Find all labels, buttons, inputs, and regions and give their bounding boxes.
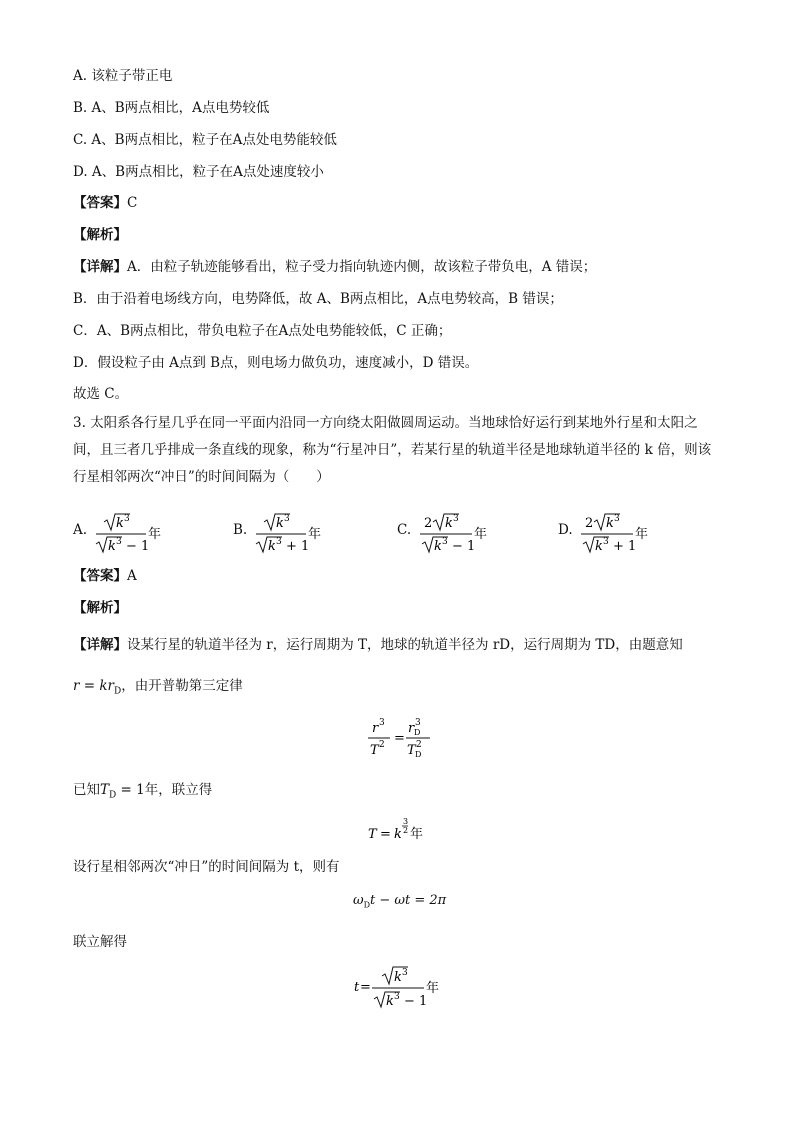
- option-a-formula: [92, 510, 168, 556]
- svg-text:=: =: [360, 980, 371, 995]
- answer-row: [73, 194, 137, 212]
- detail-row-a: [73, 258, 596, 276]
- option-c: C. A、B两点相比，粒子在A点处电势能较低: [73, 132, 337, 148]
- equation-r-kr: $r = kr_D$: [73, 678, 122, 697]
- svg-text:k: k: [108, 539, 116, 554]
- svg-text:+ 1: + 1: [286, 539, 310, 554]
- svg-text:+ 1: + 1: [613, 539, 637, 554]
- svg-text:2: 2: [416, 740, 422, 750]
- svg-text:2: 2: [379, 740, 385, 750]
- svg-text:=: =: [380, 827, 391, 842]
- option-d-formula: [577, 510, 659, 556]
- question-number: 3.: [73, 415, 86, 431]
- svg-text:3: 3: [124, 514, 130, 524]
- svg-text:t: t: [354, 980, 360, 995]
- svg-text:=: =: [394, 731, 405, 746]
- svg-text:2: 2: [403, 826, 409, 835]
- unit: 年: [410, 827, 424, 842]
- detail-label: 【详解】: [73, 259, 127, 275]
- svg-text:k: k: [268, 539, 276, 554]
- option-c-label: C.: [397, 522, 412, 538]
- detail-label: 【详解】: [73, 637, 127, 653]
- detail-line: B．由于沿着电场线方向，电势降低，故 A、B两点相比，A点电势较高，B 错误；: [73, 291, 563, 307]
- question-text: 太阳系各行星几乎在同一平面内沿同一方向绕太阳做圆周运动。当地球恰好运行到某地外行星和太阳之间，且三者几乎排成一条直线的现象，称为“行星冲日”，若某行星的轨道半径是地球轨道半径的 k 倍，则该行星相邻两次“冲日”的时间间隔为（ ）: [73, 415, 712, 485]
- svg-text:T: T: [370, 743, 379, 758]
- option-c-formula: [416, 510, 498, 556]
- svg-text:k: k: [434, 539, 442, 554]
- unit: 年: [144, 782, 159, 798]
- svg-text:3: 3: [403, 817, 409, 826]
- svg-text:− 1: − 1: [452, 539, 476, 554]
- detail-text: 设某行星的轨道半径为 r，运行周期为 T，地球的轨道半径为 rD，运行周期为 TD，由题意知: [127, 637, 683, 653]
- solve-text: 联立解得: [73, 934, 127, 950]
- svg-text:D: D: [414, 728, 421, 737]
- option-a-label: A.: [73, 522, 88, 538]
- svg-text:k: k: [595, 539, 603, 554]
- answer-label: 【答案】: [73, 195, 127, 211]
- svg-text:T: T: [407, 743, 416, 758]
- unit: 年: [474, 527, 488, 542]
- option-b: B. A、B两点相比，A点电势较低: [73, 100, 270, 116]
- unit: 年: [635, 527, 649, 542]
- svg-text:3: 3: [453, 514, 459, 524]
- answer-value: C: [127, 195, 138, 211]
- angular-equation: $\omega_Dt - \omega t = 2\pi$: [353, 893, 447, 910]
- svg-text:k: k: [394, 970, 402, 985]
- unit: 年: [148, 527, 162, 542]
- conclusion-line: 故选 C。: [73, 386, 129, 402]
- svg-text:k: k: [116, 516, 124, 531]
- svg-text:2: 2: [424, 516, 433, 531]
- interval-text: 设行星相邻两次“冲日”的时间间隔为 t，则有: [73, 859, 340, 875]
- svg-text:2: 2: [585, 516, 594, 531]
- svg-text:3: 3: [379, 718, 385, 728]
- option-d: D. A、B两点相比，粒子在A点处速度较小: [73, 164, 324, 180]
- option-d-label: D.: [558, 522, 573, 538]
- equation-suffix: ，由开普勒第三定律: [121, 678, 243, 694]
- svg-text:k: k: [276, 516, 284, 531]
- answer-row: [73, 567, 137, 585]
- known-row: [73, 781, 212, 805]
- equation-row: [73, 677, 243, 701]
- svg-text:k: k: [394, 827, 402, 842]
- svg-text:3: 3: [415, 718, 421, 728]
- svg-text:3: 3: [614, 514, 620, 524]
- detail-row: [73, 636, 683, 654]
- svg-text:r: r: [408, 721, 415, 736]
- svg-text:D: D: [415, 750, 422, 759]
- analysis-label: 【解析】: [73, 227, 127, 243]
- svg-text:− 1: − 1: [126, 539, 150, 554]
- answer-value: A: [127, 568, 137, 584]
- unit: 年: [308, 527, 322, 542]
- known-prefix: 已知: [73, 782, 100, 798]
- svg-text:3: 3: [603, 537, 609, 547]
- svg-text:T: T: [368, 827, 377, 842]
- svg-text:k: k: [445, 516, 453, 531]
- svg-text:3: 3: [284, 514, 290, 524]
- unit: 年: [426, 981, 440, 996]
- svg-text:r: r: [372, 721, 379, 736]
- period-equation: [366, 812, 446, 844]
- detail-line: A．由粒子轨迹能够看出，粒子受力指向轨迹内侧，故该粒子带负电，A 错误；: [127, 259, 597, 275]
- svg-text:3: 3: [116, 537, 122, 547]
- detail-line: C．A、B两点相比，带负电粒子在A点处电势能较低，C 正确；: [73, 323, 452, 339]
- option-b-formula: [252, 510, 328, 556]
- svg-text:3: 3: [394, 992, 400, 1002]
- svg-text:3: 3: [442, 537, 448, 547]
- svg-text:3: 3: [276, 537, 282, 547]
- answer-label: 【答案】: [73, 568, 127, 584]
- known-suffix: ，联立得: [158, 782, 213, 798]
- svg-text:3: 3: [402, 968, 408, 978]
- option-b-label: B.: [233, 522, 248, 538]
- option-a: A. 该粒子带正电: [73, 68, 173, 84]
- question-3-stem: [73, 410, 721, 491]
- svg-text:k: k: [386, 994, 394, 1009]
- detail-line: D．假设粒子由 A点到 B点，则电场力做负功，速度减小，D 错误。: [73, 355, 479, 371]
- result-equation: [352, 960, 444, 1014]
- known-equation: $T_D = 1$: [100, 782, 145, 801]
- analysis-label: 【解析】: [73, 600, 127, 616]
- svg-text:k: k: [606, 516, 614, 531]
- svg-text:− 1: − 1: [404, 994, 428, 1009]
- kepler-equation: [366, 714, 436, 762]
